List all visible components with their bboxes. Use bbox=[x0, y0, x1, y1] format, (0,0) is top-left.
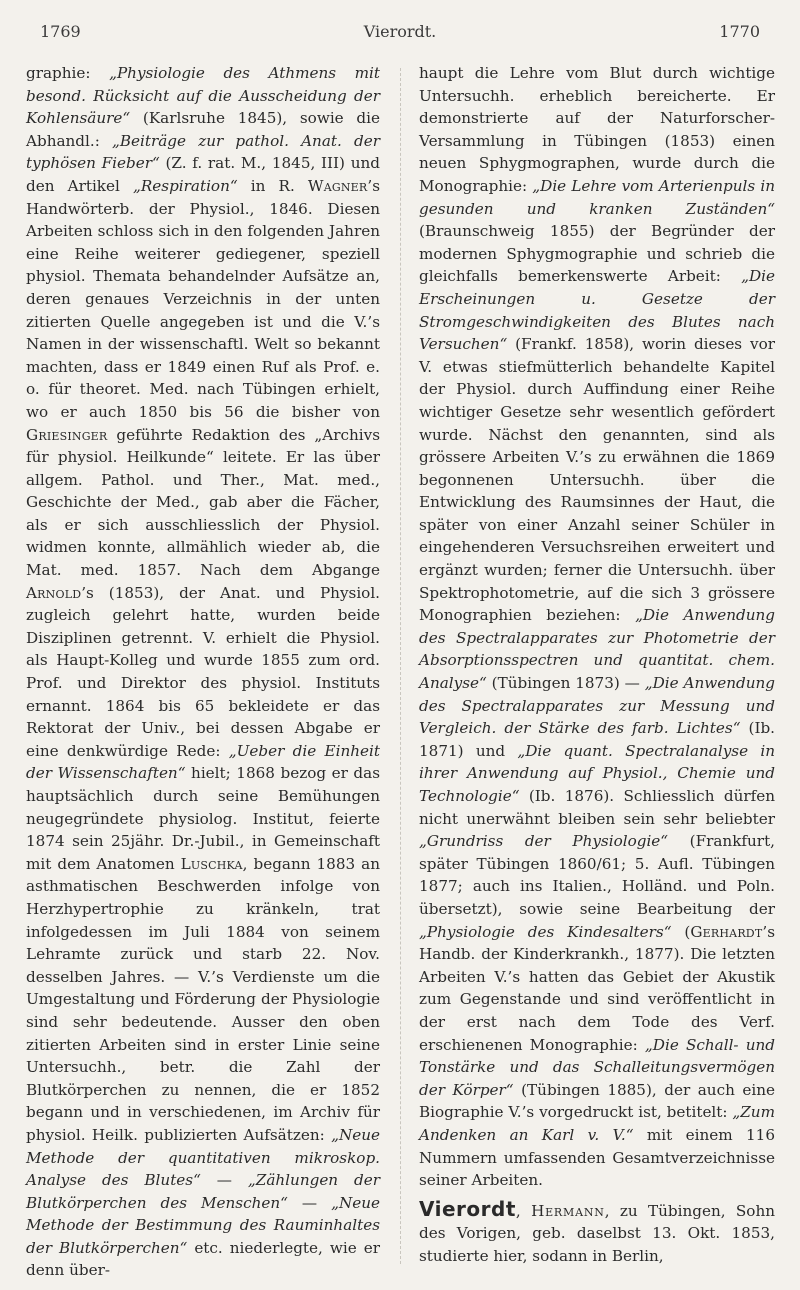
italic-title: „Ueber die Einheit der Wissenschaften“ bbox=[26, 741, 380, 783]
person-name: Griesinger bbox=[26, 425, 108, 444]
italic-title: „Physiologie des Athmens mit besond. Rücksicht auf die Ausscheidung der Kohlensäure“ bbox=[26, 64, 380, 128]
text-run: hielt; 1868 bezog er das hauptsächlich durch seine Bemühungen neugegründete physiolog. Institut, feierte 1874 sein 25jähr. Dr.-Jubil., in Gemeinschaft mit dem Anatomen bbox=[26, 764, 381, 873]
person-name: Luschka bbox=[180, 854, 243, 873]
text-run: ’s Handb. der Kinderkrankh., 1877). Die letzten Arbeiten V.’s hatten das Gebiet der Akustik zum Gegenstande und sind veröffentlicht in der erst nach dem Tode des Verf. erschienenen Monographie: bbox=[419, 922, 775, 1054]
entry-headword: Vierordt bbox=[419, 1196, 516, 1221]
person-name: Gerhardt bbox=[690, 922, 763, 941]
text-run: (Frankfurt, später Tübingen 1860/61; 5. Aufl. Tübingen 1877; auch ins Italien., Holländ. und Poln. übersetzt), sowie seine Bearbeitung der bbox=[419, 832, 776, 918]
text-run: , zu Tübingen, Sohn des Vorigen, geb. daselbst 13. Okt. 1853, studierte hier, sodann in Berlin, bbox=[419, 1201, 776, 1265]
text-run: (Ib. 1871) und bbox=[419, 719, 775, 760]
text-run: (Z. f. rat. M., 1845, III) und den Artikel bbox=[26, 154, 380, 195]
text-run: (Tübingen 1885), der auch eine Biographie V.’s vorgedruckt ist, betitelt: bbox=[419, 1080, 775, 1122]
text-run: ( bbox=[671, 922, 691, 941]
italic-title: „Die Schall- und Tonstärke und das Schalleitungsvermögen der Körper“ bbox=[419, 1035, 775, 1099]
italic-title: „Die Erscheinungen u. Gesetze der Stromgeschwindigkeiten des Blutes nach Versuchen“ bbox=[419, 267, 775, 354]
italic-title: „Respiration“ bbox=[132, 176, 238, 195]
text-run: ’s Handwörterb. der Physiol., 1846. Diesen Arbeiten schloss sich in den folgenden Jahren eine Reihe weiterer gediegener, speziell physiol. Themata behandelnder Aufsätze an, deren genaues Verzeichnis in der unten zitierten Quelle angegeben ist und die V.’s Namen in der wissenschaftl. Welt so bekannt machten, dass er 1849 einen Ruf als Prof. e. o. für theoret. Med. nach Tübingen erhielt, wo er auch 1850 bis 56 die bisher von bbox=[26, 176, 381, 421]
left-column bbox=[26, 62, 380, 1282]
person-name: Wagner bbox=[307, 176, 368, 195]
text-run: (Braunschweig 1855) der Begründer der modernen Sphygmographie und schrieb die gleichfalls bemerkenswerte Arbeit: bbox=[419, 222, 775, 286]
running-title: Vierordt. bbox=[363, 22, 437, 41]
text-run: (Frankf. 1858), worin dieses vor V. etwas stiefmütterlich behandelte Kapitel der Physiol. durch Auffindung einer Reihe wichtiger Gesetze sehr wesentlich gefördert wurde. Nächst den genannten, sind als grössere Arbeiten V.’s zu erwähnen die 1869 begonnenen Untersuchh. über die Entwicklung des Raumsinnes der Haut, die später von einer Anzahl seiner Schüler in eingehenderen Versuchsreihen erweitert und ergänzt wurden; ferner die Untersuchh. über Spektrophotometrie, auf die sich 3 grössere Monographien beziehen: bbox=[419, 335, 775, 625]
text-run: (Ib. 1876). Schliesslich dürfen nicht unerwähnt bleiben sein sehr beliebter bbox=[419, 787, 775, 828]
page-number-left: 1769 bbox=[40, 22, 81, 41]
italic-title: „Physiologie des Kindesalters“ bbox=[419, 922, 672, 941]
italic-title: „Die Anwendung des Spectralapparates zur Messung und Vergleich. der Stärke des farb. Lichtes“ bbox=[419, 674, 775, 738]
column-divider bbox=[400, 68, 401, 1264]
italic-title: „Die Lehre vom Arterienpuls in gesunden und kranken Zuständen“ bbox=[419, 176, 775, 218]
right-column-text bbox=[419, 62, 775, 1192]
italic-title: „Beiträge zur pathol. Anat. der typhösen Fieber“ bbox=[26, 131, 380, 173]
italic-title: „Neue Methode der quantitativen mikroskop. Analyse des Blutes“ bbox=[26, 1125, 380, 1190]
text-run: (Karlsruhe 1845), sowie die Abhandl.: bbox=[26, 109, 380, 150]
text-run: geführte Redaktion des „Archivs für physiol. Heilkunde“ leitete. Er las über allgem. Pathol. und Ther., Mat. med., Geschichte der Med., gab aber die Fächer, als er sich ausschliesslich der Physiol. widmen konnte, allmählich wieder ab, die Mat. med. 1857. Nach dem Abgange bbox=[26, 425, 380, 580]
text-run: in R. bbox=[237, 176, 308, 195]
italic-title: „Die Anwendung des Spectralapparates zur Photometrie der Absorptionsspectren und quantitat. chem. Analyse“ bbox=[419, 606, 775, 693]
italic-title: „Die quant. Spectralanalyse in ihrer Anwendung auf Physiol., Chemie und Technologie“ bbox=[419, 741, 775, 805]
italic-title: „Zum Andenken an Karl v. V.“ bbox=[419, 1103, 775, 1144]
text-run: ’s (1853), der Anat. und Physiol. zugleich gelehrt hatte, wurden beide Disziplinen getrennt. V. erhielt die Physiol. als Haupt-Kolleg und wurde 1855 zum ord. Prof. und Direktor des physiol. Instituts ernannt. 1864 bis 65 bekleidete er das Rektorat der Univ., bei dessen Abgabe er eine denkwürdige Rede: bbox=[26, 583, 380, 760]
page-header bbox=[40, 22, 760, 52]
next-entry bbox=[419, 1198, 775, 1268]
text-run: , begann 1883 an asthmatischen Beschwerden infolge von Herzhypertrophie zu kränkeln, trat infolgedessen im Juli 1884 von seinem Lehramte zurück und starb 22. Nov. desselben Jahres. — V.’s Verdienste um die Umgestaltung und Förderung der Physiologie sind sehr bedeutende. Ausser den oben zitierten Arbeiten sind in erster Linie seine Untersuchh., betr. die Zahl der Blutkörperchen zu nennen, die er 1852 begann und in verschiedenen, im Archiv für physiol. Heilk. publizierten Aufsätzen: bbox=[26, 854, 380, 1144]
italic-title: „Neue Methode der Bestimmung des Rauminhaltes der Blutkörperchen“ bbox=[26, 1193, 380, 1257]
text-run: , bbox=[515, 1201, 532, 1220]
text-run: etc. niederlegte, wie er denn über- bbox=[26, 1238, 380, 1280]
text-run: haupt die Lehre vom Blut durch wichtige Untersuchh. erheblich bereicherte. Er demonstrierte auf der Naturforscher-Versammlung in Tübingen (1853) einen neuen Sphygmographen, wurde durch die Monographie: bbox=[419, 64, 775, 195]
page-number-right: 1770 bbox=[719, 22, 760, 41]
italic-title: „Grundriss der Physiologie“ bbox=[419, 832, 669, 851]
right-column bbox=[419, 62, 775, 1267]
entry-firstname: Hermann bbox=[531, 1201, 605, 1220]
person-name: Arnold bbox=[26, 583, 82, 602]
italic-title: „Zählungen der Blutkörperchen des Menschen“ bbox=[26, 1171, 380, 1212]
text-run: mit einem 116 Nummern umfassenden Gesamtverzeichnisse seiner Arbeiten. bbox=[419, 1125, 775, 1190]
left-column-text bbox=[26, 62, 380, 1282]
text-run: — bbox=[200, 1171, 248, 1190]
text-run: graphie: bbox=[26, 64, 110, 82]
text-run: — bbox=[287, 1193, 332, 1212]
text-run: (Tübingen 1873) — bbox=[486, 674, 645, 693]
